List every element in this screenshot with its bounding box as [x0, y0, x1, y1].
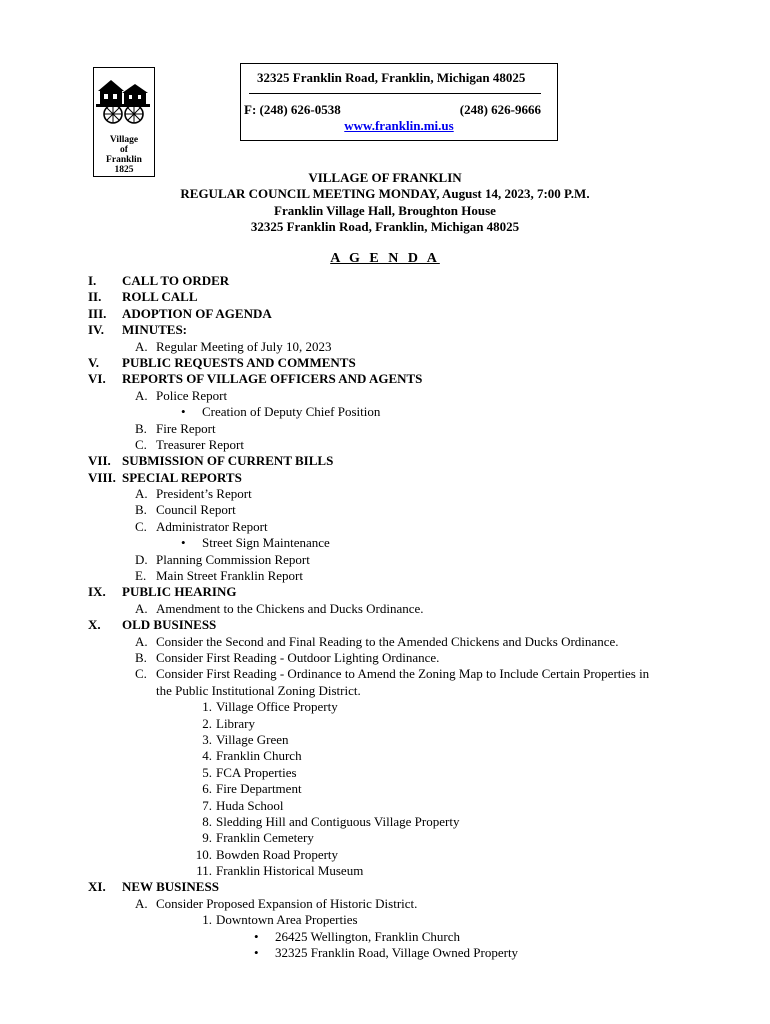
item-number: 4.	[202, 748, 212, 764]
sub-text: the Public Institutional Zoning District.	[156, 682, 361, 698]
sub-letter: A.	[135, 486, 148, 502]
contact-website	[241, 118, 557, 134]
section-row	[0, 322, 770, 338]
section-row	[0, 470, 770, 486]
item-text: FCA Properties	[216, 764, 297, 780]
sub-text: Consider Proposed Expansion of Historic District.	[156, 895, 418, 911]
bullet-text: Street Sign Maintenance	[202, 535, 330, 551]
item-text: Huda School	[216, 797, 284, 813]
sub-text: Council Report	[156, 502, 236, 518]
sub-item	[0, 650, 770, 666]
section-number: V.	[88, 354, 99, 370]
section-number: VII.	[88, 453, 111, 469]
sub-letter: A.	[135, 895, 148, 911]
contact-divider	[249, 93, 541, 94]
sub-text: Police Report	[156, 387, 228, 403]
village-carriage-icon	[94, 68, 153, 128]
sub-text: Planning Commission Report	[156, 551, 310, 567]
heading-line-4: 32325 Franklin Road, Franklin, Michigan 48025	[250, 219, 520, 235]
item-text: Franklin Cemetery	[216, 830, 314, 846]
sub-item	[0, 666, 770, 682]
section-row	[0, 453, 770, 469]
section-row	[0, 273, 770, 289]
website-link[interactable]: www.franklin.mi.us	[344, 118, 454, 133]
item-number: 8.	[202, 813, 212, 829]
section-number: I.	[88, 273, 97, 288]
sub-text: Regular Meeting of July 10, 2023	[156, 338, 332, 354]
numbered-item	[0, 814, 770, 830]
sub-text: Consider First Reading - Ordinance to Amend the Zoning Map to Include Certain Properties in	[156, 666, 650, 682]
section-title: PUBLIC HEARING	[122, 584, 237, 600]
numbered-item	[0, 765, 770, 781]
section-number: VI.	[88, 371, 106, 387]
sub-letter: C.	[135, 518, 147, 534]
sub-item	[0, 634, 770, 650]
section-number: VIII.	[88, 469, 116, 485]
section-title: MINUTES:	[122, 322, 188, 338]
logo-line-4: 1825	[114, 165, 134, 175]
sub-text: Administrator Report	[156, 518, 268, 534]
sub-text: Fire Report	[156, 420, 216, 436]
item-number: 1.	[202, 912, 212, 928]
section-row	[0, 355, 770, 371]
item-text: Fire Department	[216, 781, 302, 797]
numbered-item	[0, 830, 770, 846]
sub-item	[0, 502, 770, 518]
sub-item	[0, 339, 770, 355]
numbered-item	[0, 798, 770, 814]
section-number: II.	[88, 289, 102, 305]
sub-letter: B.	[135, 420, 147, 436]
logo-text	[94, 135, 154, 175]
sub-letter: A.	[135, 387, 148, 403]
bullet-text: 26425 Wellington, Franklin Church	[275, 928, 461, 944]
sub-text: President’s Report	[156, 486, 252, 502]
section-title: CALL TO ORDER	[122, 273, 230, 288]
section-title: SUBMISSION OF CURRENT BILLS	[122, 453, 334, 469]
sub-item	[0, 601, 770, 617]
numbered-item	[0, 863, 770, 879]
sub-item	[0, 552, 770, 568]
sub-letter: E.	[135, 568, 147, 584]
sub-letter: B.	[135, 502, 147, 518]
village-logo	[93, 67, 155, 177]
section-title: ROLL CALL	[122, 289, 198, 305]
bullet-icon: •	[181, 404, 186, 420]
sub-letter: C.	[135, 666, 147, 682]
bullet-text: Creation of Deputy Chief Position	[202, 404, 381, 420]
section-row	[0, 584, 770, 600]
item-number: 3.	[202, 731, 212, 747]
section-row	[0, 371, 770, 387]
section-title: OLD BUSINESS	[122, 617, 217, 633]
item-text: Bowden Road Property	[216, 846, 339, 862]
item-number: 11.	[196, 863, 212, 879]
section-row	[0, 617, 770, 633]
logo-line-1: Village	[109, 135, 139, 145]
item-text: Downtown Area Properties	[216, 912, 358, 928]
section-row	[0, 306, 770, 322]
section-title: SPECIAL REPORTS	[122, 469, 242, 485]
section-number: IV.	[88, 322, 105, 338]
sub-text: Consider the Second and Final Reading to the Amended Chickens and Ducks Ordinance.	[156, 633, 619, 649]
bullet-icon: •	[254, 945, 259, 961]
sub-letter: B.	[135, 649, 147, 665]
section-row	[0, 289, 770, 305]
section-row	[0, 879, 770, 895]
bullet-item	[0, 404, 770, 420]
item-text: Village Green	[216, 731, 289, 747]
numbered-item	[0, 716, 770, 732]
sub-letter: C.	[135, 436, 147, 452]
numbered-item	[0, 732, 770, 748]
item-number: 6.	[202, 781, 212, 797]
agenda-title: A G E N D A	[330, 251, 440, 266]
section-title: ADOPTION OF AGENDA	[122, 305, 272, 321]
numbered-item	[0, 781, 770, 797]
section-title: PUBLIC REQUESTS AND COMMENTS	[122, 354, 356, 370]
sub-letter: A.	[135, 600, 148, 616]
sub-letter: A.	[135, 338, 148, 354]
bullet-icon: •	[254, 928, 259, 944]
section-number: IX.	[88, 584, 106, 600]
item-number: 2.	[202, 715, 212, 731]
item-number: 1.	[202, 699, 212, 715]
section-title: NEW BUSINESS	[122, 879, 219, 895]
logo-line-2: of	[120, 145, 128, 155]
numbered-item	[0, 912, 770, 928]
item-number: 10.	[195, 846, 212, 862]
sub-letter: A.	[135, 633, 148, 649]
bullet-item	[0, 929, 770, 945]
contact-box	[240, 63, 558, 141]
heading-line-1: VILLAGE OF FRANKLIN	[308, 170, 462, 185]
contact-address: 32325 Franklin Road, Franklin, Michigan 48025	[257, 70, 526, 85]
item-number: 7.	[202, 797, 212, 813]
sub-item-continued	[0, 683, 770, 699]
sub-item	[0, 568, 770, 584]
numbered-item	[0, 748, 770, 764]
sub-text: Main Street Franklin Report	[156, 568, 303, 584]
sub-item	[0, 388, 770, 404]
heading-line-3: Franklin Village Hall, Broughton House	[274, 202, 496, 218]
item-text: Franklin Church	[216, 748, 302, 764]
logo-line-3: Franklin	[106, 155, 142, 165]
sub-text: Amendment to the Chickens and Ducks Ordinance.	[156, 600, 424, 616]
item-text: Library	[216, 715, 255, 731]
section-number: III.	[88, 305, 107, 321]
numbered-item	[0, 847, 770, 863]
item-text: Franklin Historical Museum	[216, 863, 364, 879]
heading-line-2: REGULAR COUNCIL MEETING MONDAY, August 14, 2023, 7:00 P.M.	[180, 186, 590, 202]
bullet-item	[0, 535, 770, 551]
section-number: XI.	[88, 879, 106, 895]
contact-fax: F: (248) 626-0538	[244, 102, 341, 117]
agenda-list	[0, 273, 770, 961]
bullet-text: 32325 Franklin Road, Village Owned Property	[275, 945, 519, 961]
numbered-item	[0, 699, 770, 715]
contact-phone: (248) 626-9666	[459, 102, 541, 117]
sub-item	[0, 437, 770, 453]
item-number: 5.	[202, 764, 212, 780]
bullet-item	[0, 945, 770, 961]
sub-text: Treasurer Report	[156, 436, 244, 452]
item-text: Sledding Hill and Contiguous Village Property	[216, 813, 460, 829]
item-text: Village Office Property	[216, 699, 338, 715]
bullet-icon: •	[181, 535, 186, 551]
sub-text: Consider First Reading - Outdoor Lighting Ordinance.	[156, 649, 440, 665]
sub-item	[0, 486, 770, 502]
section-number: X.	[88, 617, 101, 633]
sub-item	[0, 519, 770, 535]
meeting-heading	[0, 170, 770, 236]
item-number: 9.	[202, 830, 212, 846]
sub-item	[0, 421, 770, 437]
section-title: REPORTS OF VILLAGE OFFICERS AND AGENTS	[122, 371, 423, 387]
sub-item	[0, 896, 770, 912]
sub-letter: D.	[135, 551, 148, 567]
